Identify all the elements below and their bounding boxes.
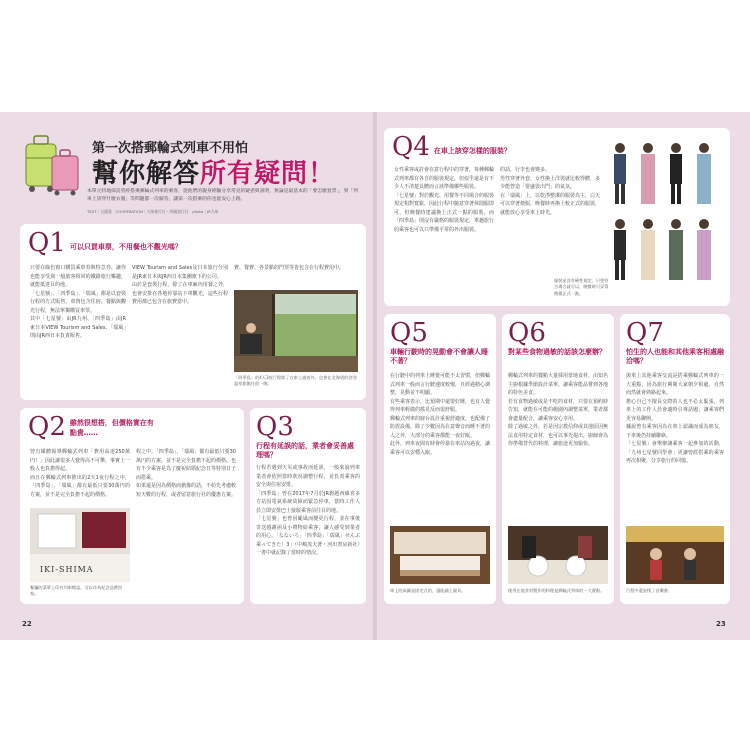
q4-col1: 女性乘客或許會在意行程中的穿著，每種郵輪式列車都有各自的服裝規定，但似乎還是有不少人不清楚具體而言該準備哪些服裝。 「七星號」對於觀光、用餐等不同場合的服裝規定相對寬鬆，因此行程中隨意穿著休閒服即可，但晚餐時建議換上正式一點的服裝。而「四季島」則沒有嚴格的服裝規定，單趟旅行的乘客也可以只準備平常的外出服裝。: [394, 167, 494, 233]
q2-photo-label: IKI-SHIMA: [40, 565, 94, 574]
title-main: 幫你解答: [92, 159, 201, 189]
q4-number: Q4: [392, 132, 430, 162]
luggage-illustration: [22, 122, 84, 198]
q7-photo-caption: 行程中還安排了音樂會。: [626, 588, 673, 593]
q3-number: Q3: [256, 412, 294, 442]
page-title: [92, 153, 335, 190]
q6-photo-dinner: [508, 526, 608, 584]
q1-photo-caption: 「四季島」的4天3夜行程除了在車上過夜外，也會在北海道的登別溫泉旅館住宿一晚。: [234, 375, 357, 387]
q3-card: [250, 408, 366, 604]
page-number-left: 22: [22, 620, 32, 628]
q1-title: 可以只買車票，不用餐也不觀光嗎？: [69, 242, 182, 251]
q1-card: [20, 224, 366, 400]
q1-col3: 費、餐費、各景點的門票等皆包含在行程費用中。: [234, 265, 345, 271]
q6-number: Q6: [508, 318, 546, 348]
q1-number: Q1: [28, 228, 66, 258]
q7-body: 與車上其他乘客交流是搭乘郵輪式列車的一大重點，因為旅行期間大家朝夕相處，自然而然就會熟絡起來。 擔心自己不擅長交際的人也不必太緊張，列車上的工作人員會適時引導話題，讓乘客們更容易聊開。 據說曾有乘客因為在車上認識而成為朋友，下車後仍持續聯絡。 「七星號」會舉辦讓乘客一起參加的活動，「九州七星號同學會」更讓曾經搭乘的乘客再次相聚，分享旅行的回憶。: [626, 373, 724, 464]
page-number-right: 23: [716, 620, 726, 628]
page-gutter: [373, 112, 377, 640]
q2-card: [20, 408, 244, 604]
q5-body: 在行駛中的列車上睡覺可能不太習慣，但郵輪式列車一般而言行駛速度較慢，且經過精心調整，晃動並不明顯。 有些乘客表示，比預期中還要好睡，也有人覺得列車輕微的搖晃反而很舒服。 郵輪式列車的寢台設計重視舒適度，也配備了防震設備，除了少數因為在意聲音而睡不著的人之外，大部分的乘客都能一夜好眠。 此外，列車夜間有時會停靠在車站內過夜，讓乘客可以安穩入眠。: [390, 373, 490, 456]
q1-col1: 只要在綠色窗口購買乘車券與特急券、讓你也能享受與一般旅客相同的鐵路旅行樂趣，就能抵達目的地。 「七星號」、「四季島」、「瑞風」都是以套裝行程的方式販售，車資包含住宿、餐點與觀光行程，無法單獨購買車票。 其中「七星號」由JR九州、「四季島」由JR東日本VIEW Tourism and Sales、「瑞風」則由JR西日本負責販售。: [30, 265, 126, 339]
q5-card: [384, 314, 496, 604]
q6-photo-caption: 使用在地食材製作的料理是郵輪式列車的一大賣點。: [508, 588, 605, 593]
q4-col2: 的話，行李也會變多。 男性穿著外套、女性換上洋裝就比較得體，多少能營造「要盛裝出門」的氣氛。 在「瑞風」上，以乾淨整潔的服裝為主，白天可以穿著便服，晚餐時再換上較正式的服裝，就能放心享受車上時光。: [500, 167, 600, 216]
intro-text: 本單元特地採訪曾經搭乘郵輪式列車的乘客，從他們的親身經驗分享常見的疑惑與說明，無論是最基本的「要怎麼買票」，到「列車上該穿什麼衣服」等問題都一次解答，讓第一次搭乘的你也能安心上路。: [87, 189, 359, 202]
q2-col2: 程之中，「四季島」、「瑞風」都有最低只要30萬円的方案，並不是完全負擔不起的價格。也有不少乘客是為了慶祝結婚紀念日等特別日子而搭乘。 如果還是因為價格而猶豫的話，不妨先考慮較短天數的行程，或者留意旅行社的優惠方案。: [136, 449, 236, 498]
q7-photo-concert: [626, 526, 724, 584]
q7-number: Q7: [626, 318, 664, 348]
q1-photo-train-window: [234, 290, 358, 372]
q4-title: 在車上該穿怎樣的服裝？: [433, 146, 511, 155]
q6-card: [502, 314, 614, 604]
q5-photo-bedroom: [390, 526, 490, 584]
q2-number: Q2: [28, 412, 66, 442]
q5-photo-caption: 車上的床鋪是固定式的，還能鋪上寢具。: [390, 588, 466, 593]
q6-body: 郵輪式列車的餐點大量採用當地食材，由知名主廚根據季節設計菜單，讓乘客能品嘗到各地的特色美食。 若有食物過敏或是不吃的食材，只要在預約時告知，就能在可能的範圍內調整菜單，業者都會盡量配合，讓乘客安心享用。 除了過敏之外，若是因宗教信仰或其他原因無法食用特定食材，也可以事先提出，廚師會為你準備替代的料理，讓旅途更加愉快。: [508, 373, 608, 447]
q4-illust-caption: 服裝並沒有硬性規定，只要符合場合就可以，晚餐時可穿得稍微正式一點。: [554, 278, 609, 296]
q7-card: [620, 314, 730, 604]
q5-number: Q5: [390, 318, 428, 348]
q2-col1: 曾有媒體報導郵輪式列車「費用高達250萬円！」因此讓很多人覺得高不可攀，事實上一般人也負擔得起。 而且在郵輪式列車推出的2天1夜行程之中，「四季島」、「瑞風」都有最低只要30萬円的方案，並不是完全負擔不起的價格。: [30, 449, 130, 498]
q4-card: [384, 128, 730, 306]
q3-body: 行程若遇到天災或事故而延誤，一般來說列車業者會依照當時狀況調整行程，並負責乘客的安全與住宿安排。 「四季島」曾在2017年7月於JR磐越西線喜多方站因電氣系統故障而緊急停車，當時工作人員立即安排巴士接駁乘客前往目的地。 「七星號」也曾因颱風而變更行程，並在事後寄送感謝函及小禮物給乘客，讓人感受到業者的用心。「なないろ」「四季島」「瑞風」せんぶ乘ってきた！3」（中嶋茂夫著・河出書房新社）一書中就記錄了當時的情況。: [256, 465, 360, 556]
q6-title: 對某些食物過敏的話該怎麼辦？: [508, 348, 606, 356]
page-subtitle: 第一次搭郵輪式列車不用怕: [92, 141, 249, 156]
q4-dress-code-illustration: [606, 136, 726, 296]
q2-photo-caption: 餐廳的菜單上印有列車標誌，可以作為紀念品帶回家。: [30, 585, 123, 597]
credits: TEXT｜古韻嘉 COOPERATION｜九州旅行社・四國旅行社 photo｜JR九州: [87, 209, 219, 214]
title-highlight: 所有疑問！: [200, 159, 336, 189]
q1-col2: VIEW Tourism and Sales及日本旅行分別是JR東日本與JR西日本集團旗下的公司。 由於是套裝行程，除了在車廂內用餐之外，也會安排在各地停靠站下車觀光，這些行程費用都已包含在旅費當中。: [132, 265, 228, 305]
q7-title: 怕生的人也能和其他乘客相處融洽嗎？: [626, 348, 724, 366]
q2-title: 雖然很想搭，但價格實在有點貴……: [69, 419, 154, 437]
q5-title: 車輛行駛時的晃動會不會讓人睡不著？: [390, 348, 488, 366]
q3-title: 行程有延誤的話，業者會妥善處理嗎？: [256, 442, 354, 460]
